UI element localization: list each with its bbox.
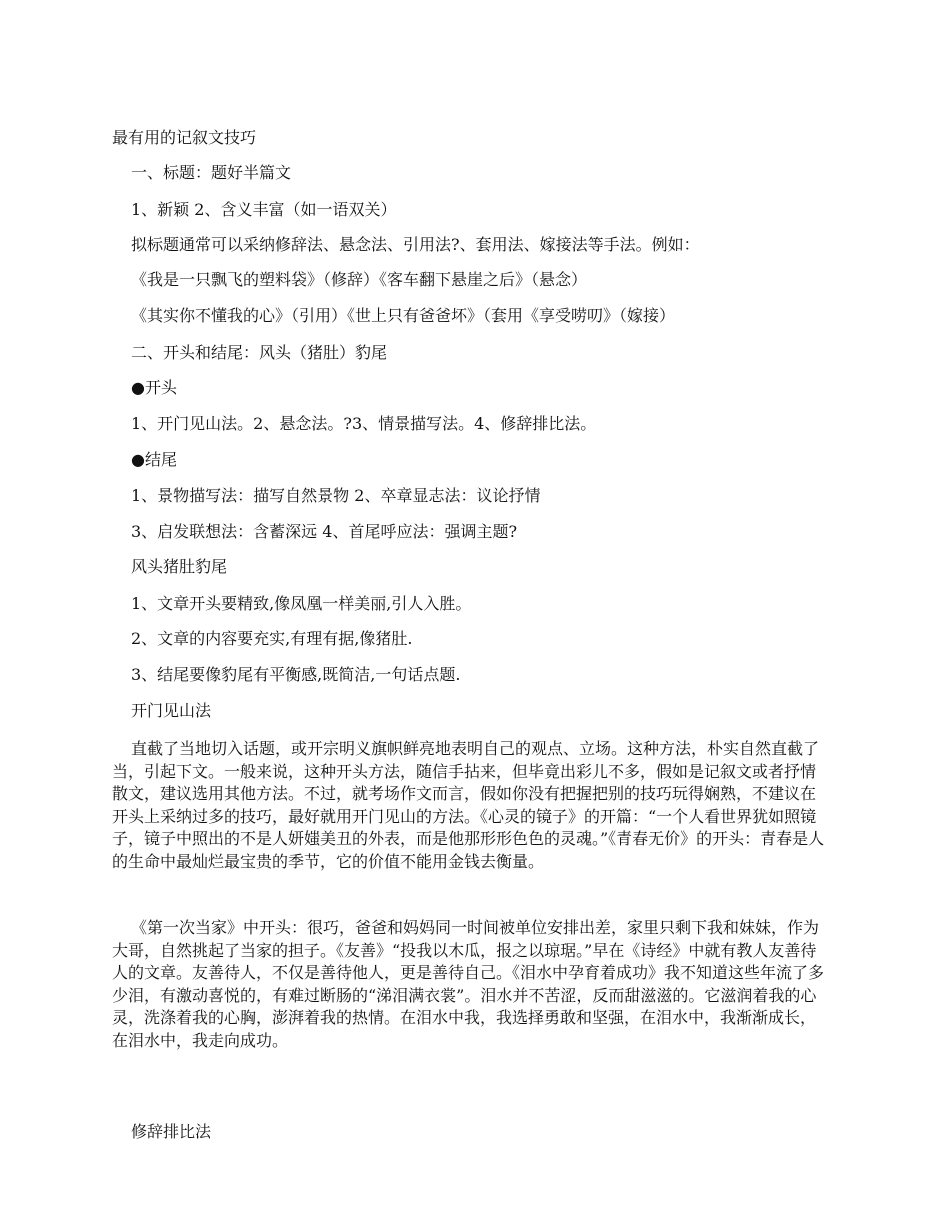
subheading: 修辞排比法: [131, 1122, 212, 1141]
subheading: 开门见山法: [131, 701, 212, 720]
text-line: 1、文章开头要精致,像凤凰一样美丽,引人入胜。: [131, 594, 472, 613]
section-heading-title: 一、标题：题好半篇文: [131, 163, 292, 182]
paragraph: 直截了当地切入话题，或开宗明义旗帜鲜亮地表明自己的观点、立场。这种方法，朴实自然直截了当，引起下文。一般来说，这种开头方法，随信手拈来，但毕竟出彩儿不多，假如是记叙文或者抒情散文，建议选用其他方法。不过，就考场作文而言，假如你没有把握把别的技巧玩得娴熟，不建议在开头上采纳过多的技巧，最好就用开门见山的方法。《心灵的镜子》的开篇：“一个人看世界犹如照镜子，镜子中照出的不是人妍媸美丑的外表，而是他那形形色色的灵魂。”《青春无价》的开头：青春是人的生命中最灿烂最宝贵的季节，它的价值不能用金钱去衡量。: [112, 739, 825, 871]
section-heading-opening-ending: 二、开头和结尾：风头（猪肚）豹尾: [131, 343, 388, 362]
subheading: 风头猪肚豹尾: [131, 557, 228, 576]
text-line: 1、新颖 2、含义丰富（如一语双关）: [131, 200, 397, 219]
document-title: 最有用的记叙文技巧: [112, 128, 257, 147]
text-line: 1、开门见山法。2、悬念法。?3、情景描写法。4、修辞排比法。: [131, 414, 597, 433]
text-line: 《我是一只飘飞的塑料袋》（修辞）《客车翻下悬崖之后》（悬念）: [131, 270, 588, 289]
text-line: 《其实你不懂我的心》（引用）《世上只有爸爸坏》（套用《享受唠叨》（嫁接）: [131, 306, 676, 325]
paragraph: 《第一次当家》中开头：很巧，爸爸和妈妈同一时间被单位安排出差，家里只剩下我和妹妹，作为大哥，自然挑起了当家的担子。《友善》“投我以木瓜，报之以琼琚。”早在《诗经》中就有教人友善待人的文章。友善待人，不仅是善待他人，更是善待自己。《泪水中孕育着成功》我不知道这些年流了多少泪，有激动喜悦的，有难过断肠的“涕泪满衣裳”。泪水并不苦涩，反而甜滋滋的。它滋润着我的心灵，洗涤着我的心胸，澎湃着我的热情。在泪水中我，我选择勇敢和坚强，在泪水中，我渐渐成长，在泪水中，我走向成功。: [112, 918, 825, 1050]
bullet-heading-ending: ●结尾: [131, 450, 177, 469]
text-line: 3、启发联想法：含蓄深远 4、首尾呼应法：强调主题?: [131, 522, 518, 541]
text-line: 2、文章的内容要充实,有理有据,像猪肚.: [131, 629, 413, 648]
text-line: 3、结尾要像豹尾有平衡感,既简洁,一句话点题.: [131, 665, 461, 684]
bullet-heading-opening: ●开头: [131, 378, 177, 397]
text-line: 1、景物描写法：描写自然景物 2、卒章显志法：议论抒情: [131, 486, 541, 505]
text-line: 拟标题通常可以采纳修辞法、悬念法、引用法?、套用法、嫁接法等手法。例如：: [131, 235, 700, 254]
